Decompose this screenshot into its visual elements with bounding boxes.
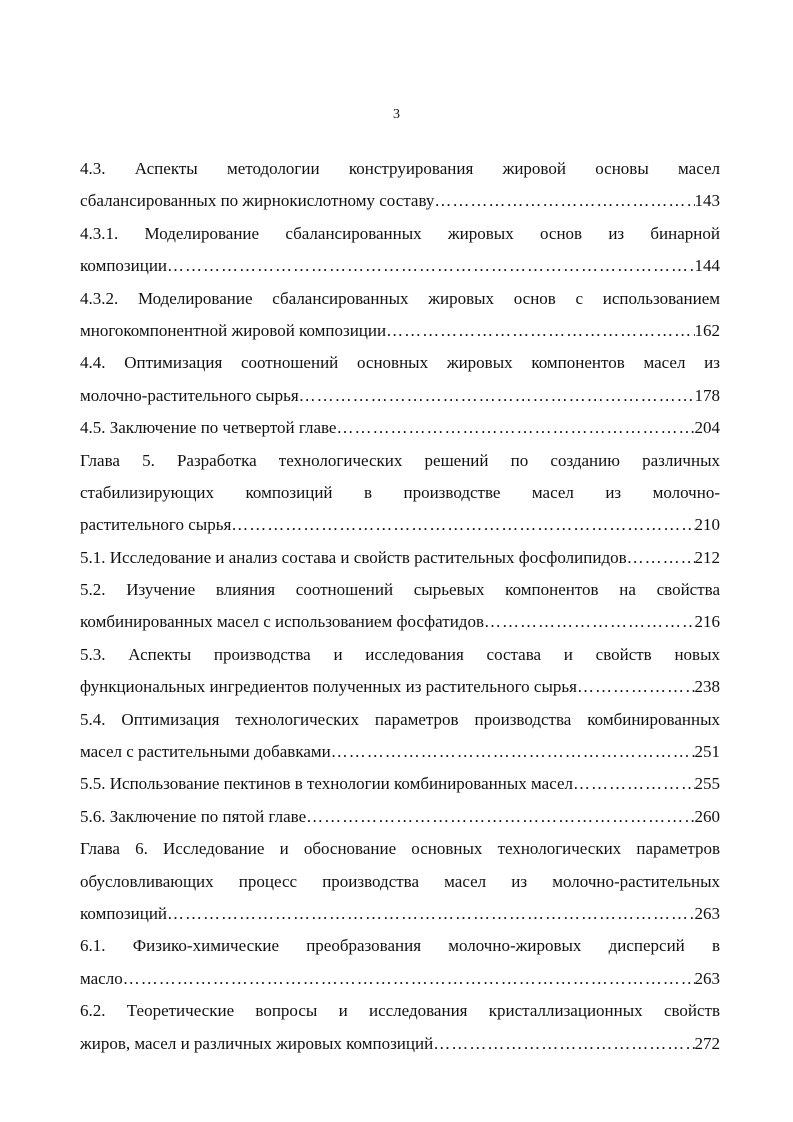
toc-page-number: 238: [694, 677, 720, 697]
toc-entry-line: 5.3. Аспекты производства и исследования состава и свойств новых: [80, 644, 720, 664]
toc-entry-leader-line: [80, 380, 720, 412]
toc-entry-line: стабилизирующих композиций в производстве масел из молочно-: [80, 482, 720, 502]
toc-entry-line: 4.3. Аспекты методологии конструирования жировой основы масел: [80, 159, 720, 178]
toc-entry[interactable]: [80, 704, 720, 769]
dot-leader: [434, 185, 694, 217]
dot-leader: [577, 671, 695, 703]
toc-entry-line: 6.1. Физико-химические преобразования молочно-жировых дисперсий в: [80, 936, 720, 956]
toc-entry-leader-line: [80, 768, 720, 800]
toc-entry-title: 5.6. Заключение по пятой главе: [80, 806, 307, 826]
toc-entry-title: масло: [80, 968, 123, 988]
toc-entry-line: 5.2. Изучение влияния соотношений сырьевых компонентов на свойства: [80, 580, 720, 600]
toc-entry[interactable]: [80, 801, 720, 833]
toc-entry[interactable]: [80, 768, 720, 800]
dot-leader: [573, 768, 695, 800]
toc-page-number: 255: [694, 774, 720, 794]
toc-entry-title: комбинированных масел с использованием фосфатидов: [80, 612, 484, 632]
toc-entry-leader-line: [80, 185, 720, 217]
toc-entry[interactable]: [80, 833, 720, 930]
toc-entry-line: 5.4. Оптимизация технологических параметров производства комбинированных: [80, 709, 720, 729]
toc-page-number: 144: [694, 256, 720, 276]
dot-leader: [331, 736, 695, 768]
toc-entry-line: Глава 6. Исследование и обоснование основных технологических параметров: [80, 839, 720, 859]
toc-entry-leader-line: [80, 671, 720, 703]
toc-entry-leader-line: [80, 606, 720, 638]
toc-entry-leader-line: [80, 509, 720, 541]
toc-entry-title: растительного сырья: [80, 515, 232, 535]
toc-entry-title: молочно-растительного сырья: [80, 385, 299, 405]
toc-page-number: 178: [694, 385, 720, 405]
toc-entry[interactable]: [80, 930, 720, 995]
toc-entry[interactable]: [80, 639, 720, 704]
dot-leader: [299, 380, 695, 412]
toc-entry[interactable]: [80, 347, 720, 412]
toc-entry-leader-line: [80, 250, 720, 282]
dot-leader: [386, 315, 694, 347]
toc-page-number: 212: [694, 547, 720, 567]
dot-leader: [306, 801, 694, 833]
toc-entry[interactable]: [80, 283, 720, 348]
toc-entry-title: 5.1. Исследование и анализ состава и свойств растительных фосфолипидов: [80, 547, 627, 567]
toc-entry-line: 4.4. Оптимизация соотношений основных жировых компонентов масел из: [80, 353, 720, 373]
page-number: 3: [393, 107, 400, 122]
toc-entry-line: 4.3.1. Моделирование сбалансированных жировых основ из бинарной: [80, 223, 720, 243]
toc-entry-leader-line: [80, 898, 720, 930]
toc-page-number: 272: [694, 1033, 720, 1053]
table-of-contents: [80, 153, 720, 1060]
toc-entry[interactable]: [80, 542, 720, 574]
toc-entry-leader-line: [80, 801, 720, 833]
toc-page-number: 210: [694, 515, 720, 535]
toc-entry[interactable]: [80, 153, 720, 218]
toc-entry-leader-line: [80, 1028, 720, 1060]
dot-leader: [167, 250, 694, 282]
toc-entry[interactable]: [80, 445, 720, 542]
toc-entry-line: 4.3.2. Моделирование сбалансированных жировых основ с использованием: [80, 288, 720, 308]
toc-entry-title: композиций: [80, 903, 168, 923]
toc-entry-title: масел с растительными добавками: [80, 742, 331, 762]
toc-page-number: 260: [694, 806, 720, 826]
dot-leader: [433, 1028, 694, 1060]
toc-entry-title: сбалансированных по жирнокислотному составу: [80, 191, 435, 211]
toc-entry-title: 4.5. Заключение по четвертой главе: [80, 418, 337, 438]
toc-page-number: 263: [694, 903, 720, 923]
toc-page-number: 263: [694, 968, 720, 988]
toc-entry[interactable]: [80, 218, 720, 283]
toc-entry-leader-line: [80, 963, 720, 995]
dot-leader: [627, 542, 695, 574]
dot-leader: [167, 898, 694, 930]
dot-leader: [484, 606, 695, 638]
toc-page-number: 143: [694, 191, 720, 211]
toc-entry-title: многокомпонентной жировой композиции: [80, 320, 387, 340]
toc-entry-leader-line: [80, 412, 720, 444]
toc-page-number: 204: [694, 418, 720, 438]
toc-entry-title: композиции: [80, 256, 168, 276]
toc-entry-title: жиров, масел и различных жировых композиций: [80, 1033, 434, 1053]
dot-leader: [336, 412, 694, 444]
toc-page-number: 216: [694, 612, 720, 632]
toc-entry-leader-line: [80, 736, 720, 768]
toc-entry-line: обусловливающих процесс производства масел из молочно-растительных: [80, 871, 720, 891]
toc-page-number: 162: [694, 320, 720, 340]
dot-leader: [123, 963, 695, 995]
toc-entry-title: 5.5. Использование пектинов в технологии комбинированных масел: [80, 774, 573, 794]
dot-leader: [231, 509, 694, 541]
toc-entry-line: 6.2. Теоретические вопросы и исследования кристаллизационных свойств: [80, 1001, 720, 1021]
toc-entry[interactable]: [80, 574, 720, 639]
toc-page-number: 251: [694, 742, 720, 762]
toc-entry-title: функциональных ингредиентов полученных из растительного сырья: [80, 677, 577, 697]
toc-entry-leader-line: [80, 542, 720, 574]
toc-entry[interactable]: [80, 995, 720, 1060]
toc-entry-leader-line: [80, 315, 720, 347]
toc-entry-line: Глава 5. Разработка технологических решений по созданию различных: [80, 450, 720, 470]
toc-entry[interactable]: [80, 412, 720, 444]
